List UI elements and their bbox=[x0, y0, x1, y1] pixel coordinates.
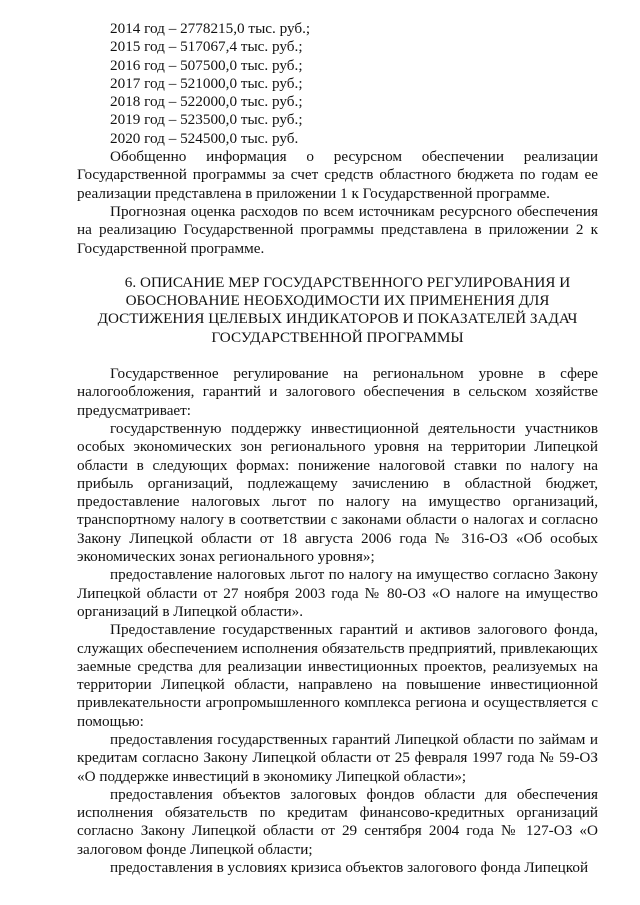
year-funding-2014: 2014 год – 2778215,0 тыс. руб.; bbox=[110, 20, 311, 37]
year-funding-2016: 2016 год – 507500,0 тыс. руб.; bbox=[110, 56, 303, 74]
state-guarantees-paragraph: предоставления государственных гарантий Липецкой области по займам и кредитам согласно Закону Липецкой области от 25 февраля 1997 года № 59-ОЗ «О поддержке инвестиций в экономику Липецкой области»; bbox=[77, 730, 598, 785]
guarantees-collateral-paragraph: Предоставление государственных гарантий и активов залогового фонда, служащих обеспечением исполнения обязательств предприятий, привлекающих заемные средства для реализации инвестиционных проектов, реализуемых на территории Липецкой области, направлено на повышение инвестиционной привлекательности агропромышленного комплекса региона и осуществляется с помощью: bbox=[77, 621, 598, 730]
crisis-collateral-paragraph: предоставления в условиях кризиса объектов залогового фонда Липецкой bbox=[110, 859, 589, 877]
year-funding-2018: 2018 год – 522000,0 тыс. руб.; bbox=[110, 93, 303, 111]
section-6-heading bbox=[77, 274, 598, 347]
year-funding-2017: 2017 год – 521000,0 тыс. руб.; bbox=[110, 74, 303, 92]
section-heading-line: ОБОСНОВАНИЕ НЕОБХОДИМОСТИ ИХ ПРИМЕНЕНИЯ ДЛЯ bbox=[125, 292, 550, 310]
resource-summary-paragraph: Обобщенно информация о ресурсном обеспечении реализации Государственной программы за счет средств областного бюджета по годам ее реализации представлена в приложении 1 к Государственной программе. bbox=[77, 148, 598, 202]
funding-by-year-list bbox=[77, 20, 598, 148]
investment-support-paragraph: государственную поддержку инвестиционной деятельности участников особых экономических зон регионального уровня на территории Липецкой области в следующих формах: понижение налоговой ставки по налогу на прибыль организаций, подлежащему зачислению в областной бюджет, предоставление налоговых льгот по налогу на имущество организаций, транспортному налогу в соответствии с законами области о налогах и согласно Закону Липецкой области от 18 августа 2006 года № 316-ОЗ «Об особых экономических зонах регионального уровня»; bbox=[77, 419, 598, 566]
year-funding-2015: 2015 год – 517067,4 тыс. руб.; bbox=[110, 38, 303, 56]
collateral-funds-paragraph: предоставления объектов залоговых фондов области для обеспечения исполнения обязательств по кредитам финансово-кредитных организаций согласно Закону Липецкой области от 29 сентября 2004 года № 127-ОЗ «О залоговом фонде Липецкой области; bbox=[77, 785, 598, 858]
section-heading-line: ГОСУДАРСТВЕННОЙ ПРОГРАММЫ bbox=[211, 328, 464, 346]
year-funding-2020: 2020 год – 524500,0 тыс. руб. bbox=[110, 129, 299, 147]
document-page bbox=[77, 20, 598, 877]
year-funding-2019: 2019 год – 523500,0 тыс. руб.; bbox=[110, 111, 303, 129]
regulation-intro-paragraph: Государственное регулирование на региональном уровне в сфере налогообложения, гарантий и залогового обеспечения в сельском хозяйстве предусматривает: bbox=[77, 365, 598, 419]
section-heading-line: ДОСТИЖЕНИЯ ЦЕЛЕВЫХ ИНДИКАТОРОВ И ПОКАЗАТЕЛЕЙ ЗАДАЧ bbox=[97, 310, 578, 328]
property-tax-benefit-paragraph: предоставление налоговых льгот по налогу на имущество согласно Закону Липецкой области от 27 ноября 2003 года № 80-ОЗ «О налоге на имущество организаций в Липецкой области». bbox=[77, 566, 598, 620]
section-heading-line: 6. ОПИСАНИЕ МЕР ГОСУДАРСТВЕННОГО РЕГУЛИРОВАНИЯ И bbox=[124, 273, 571, 291]
forecast-estimate-paragraph: Прогнозная оценка расходов по всем источникам ресурсного обеспечения на реализацию Государственной программы представлена в приложении 2 к Государственной программе. bbox=[77, 202, 598, 257]
